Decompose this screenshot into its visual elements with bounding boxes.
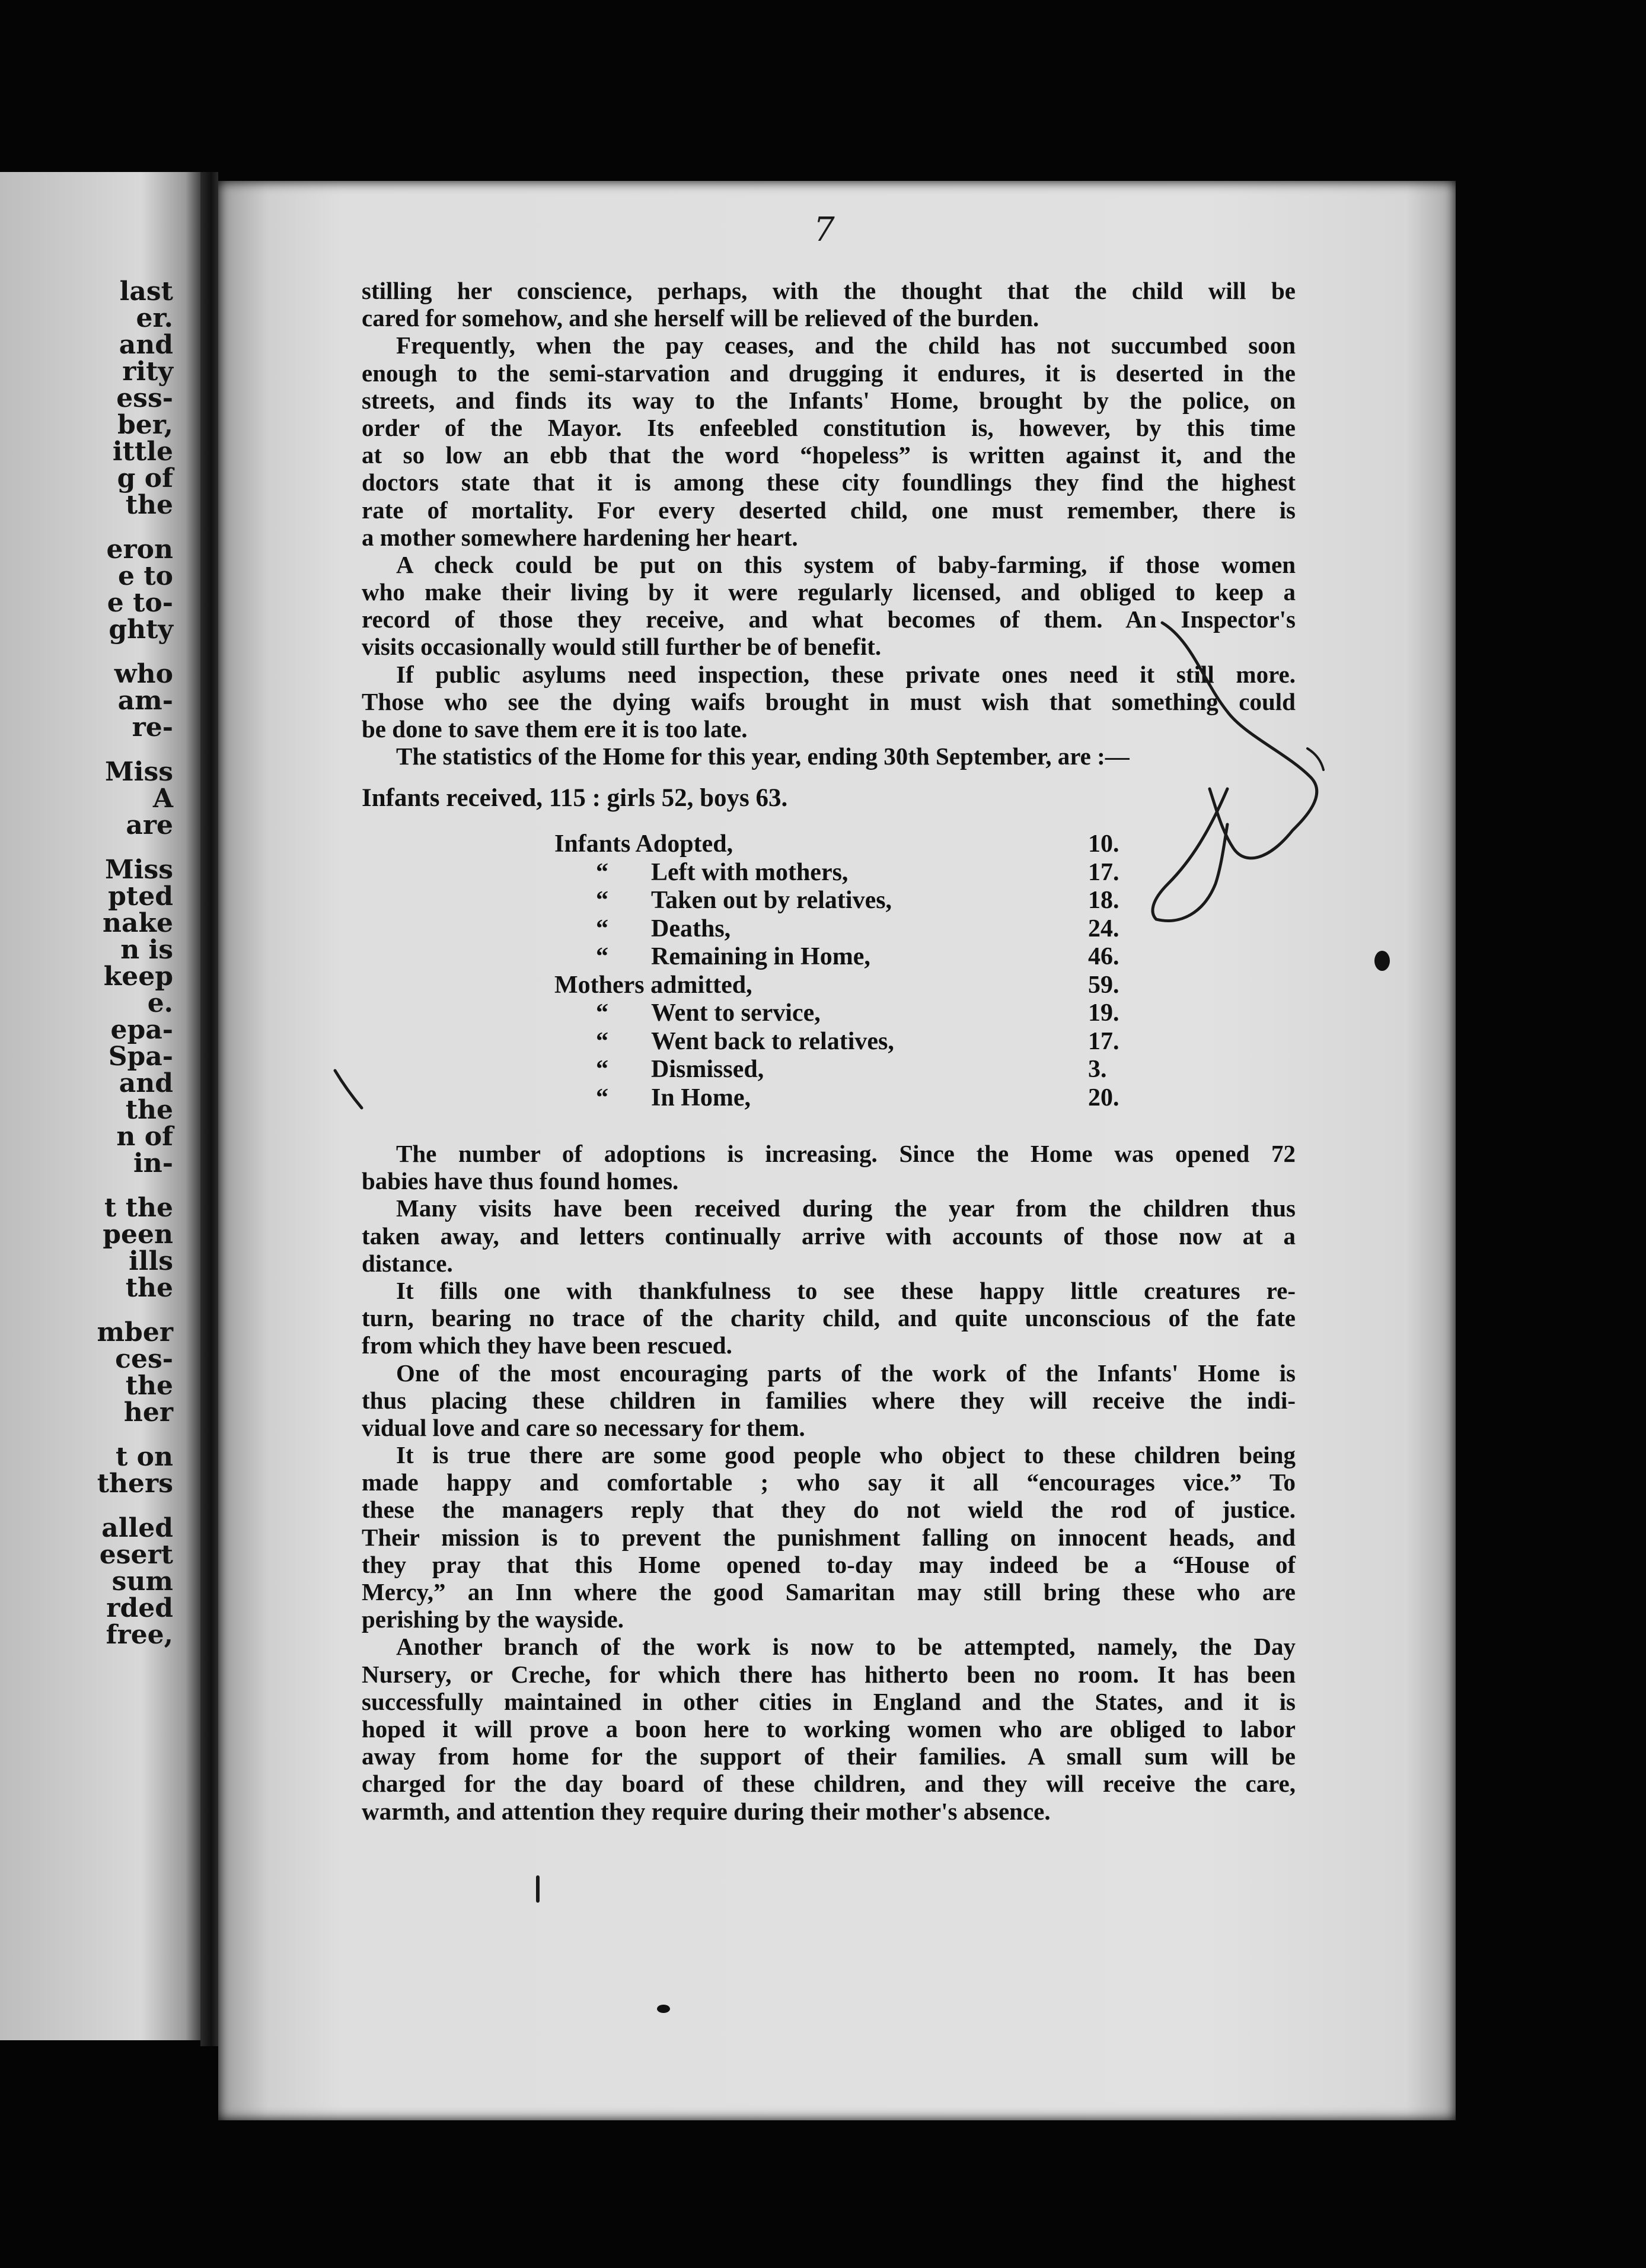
text-line: at so low an ebb that the word “hopeless” is written against it, and the <box>362 441 1296 469</box>
left-page-fragment-line: ghty <box>109 614 173 645</box>
left-page-fragment-line: her <box>123 1397 173 1428</box>
text-line: a mother somewhere hardening her heart. <box>362 523 798 551</box>
text-line: Another branch of the work is now to be attempted, namely, the Day <box>396 1633 1296 1661</box>
left-page-fragment-line: rded <box>106 1593 173 1623</box>
text-line: stilling her conscience, perhaps, with the thought that the child will be <box>362 277 1296 304</box>
left-page-fragment-line: ittle <box>112 437 173 467</box>
stats-label: Went to service, <box>651 999 821 1027</box>
left-page-fragment-line: who <box>114 659 173 689</box>
text-line: Mercy,” an Inn where the good Samaritan may still bring these who are <box>362 1578 1296 1606</box>
pen-stroke-small <box>1307 748 1323 770</box>
stats-label: Deaths, <box>651 915 731 942</box>
text-line: The number of adoptions is increasing. Since the Home was opened 72 <box>396 1140 1296 1167</box>
left-page-fragment-line: the <box>125 1095 173 1125</box>
left-page-fragment-line: t on <box>116 1442 173 1472</box>
ditto-mark: “ <box>596 999 608 1027</box>
text-line: streets, and finds its way to the Infants' Home, brought by the police, on <box>362 386 1296 414</box>
left-page-fragment-line: re- <box>132 712 173 743</box>
text-line: It fills one with thankfulness to see these happy little creatures re- <box>396 1276 1296 1304</box>
left-page-fragment-line: sum <box>111 1566 173 1597</box>
text-line: order of the Mayor. Its enfeebled constitution is, however, by this time <box>362 413 1296 441</box>
left-page-fragment-line: rity <box>122 356 173 387</box>
stats-label: Left with mothers, <box>651 858 848 886</box>
left-page-fragment-line: ber, <box>117 410 173 440</box>
left-page-fragment-line: n of <box>116 1122 173 1152</box>
left-page-fragment-line: Miss <box>105 855 173 885</box>
left-page-fragment-line: last <box>119 276 173 307</box>
stats-label: Went back to relatives, <box>651 1027 894 1055</box>
text-line: A check could be put on this system of baby-farming, if those women <box>396 550 1296 578</box>
text-line: distance. <box>362 1249 453 1277</box>
text-line: away from home for the support of their families. A small sum will be <box>362 1743 1296 1770</box>
text-line: If public asylums need inspection, these private ones need it still more. <box>396 660 1296 688</box>
text-line: vidual love and care so necessary for them. <box>362 1413 805 1441</box>
left-page-fragment-line: and <box>119 330 173 360</box>
left-page-fragment-line: am- <box>117 686 173 716</box>
left-page-fragment-line: the <box>125 1273 173 1303</box>
left-page-fragment-line: peen <box>103 1219 173 1250</box>
text-line: thus placing these children in families where they will receive the indi- <box>362 1386 1296 1414</box>
ditto-mark: “ <box>596 943 608 970</box>
pen-stroke-bracket <box>1162 623 1317 858</box>
left-page-fragment-line: ces- <box>115 1344 173 1374</box>
text-line: Those who see the dying waifs brought in must wish that something could <box>362 687 1296 715</box>
left-page-fragment-line: Spa- <box>108 1041 173 1072</box>
left-page-fragment-line: ills <box>129 1246 173 1276</box>
ink-spot <box>1374 951 1390 971</box>
left-page-fragment-line: e. <box>147 988 173 1018</box>
left-page-fragment-line: mber <box>97 1317 173 1348</box>
stats-count: 46. <box>1088 943 1119 970</box>
left-page-fragment-line: Miss <box>105 757 173 787</box>
stats-label: Remaining in Home, <box>651 943 870 970</box>
left-page-fragment-line: thers <box>97 1469 173 1499</box>
text-line: be done to save them ere it is too late. <box>362 715 748 743</box>
left-page-fragment-line: the <box>125 1371 173 1401</box>
text-line: made happy and comfortable ; who say it all “encourages vice.” To <box>362 1469 1296 1496</box>
text-line: babies have thus found homes. <box>362 1167 679 1195</box>
stats-count: 20. <box>1088 1084 1119 1111</box>
left-page-fragment-line: the <box>125 490 173 520</box>
left-page-fragment-line: keep <box>103 961 173 992</box>
ditto-mark: “ <box>596 887 608 914</box>
ditto-mark: “ <box>596 1056 608 1083</box>
page-number: 7 <box>814 211 835 249</box>
text-line: Their mission is to prevent the punishment falling on innocent heads, and <box>362 1523 1296 1551</box>
text-line: warmth, and attention they require during their mother's absence. <box>362 1797 1051 1825</box>
stats-label: Dismissed, <box>651 1056 764 1083</box>
text-line: Nursery, or Creche, for which there has hitherto been no room. It has been <box>362 1660 1296 1688</box>
text-line: charged for the day board of these children, and they will receive the care, <box>362 1770 1296 1798</box>
stats-label: Infants Adopted, <box>554 830 733 858</box>
text-line: from which they have been rescued. <box>362 1332 732 1359</box>
ditto-mark: “ <box>596 1027 608 1055</box>
text-line: cared for somehow, and she herself will be relieved of the burden. <box>362 304 1039 332</box>
text-line: record of those they receive, and what becomes of them. An Inspector's <box>362 606 1296 633</box>
left-page-fragment-line: t the <box>104 1193 173 1223</box>
left-page-fragment-line: in- <box>133 1148 173 1178</box>
left-page-fragment-line: free, <box>106 1620 173 1650</box>
stats-label: Mothers admitted, <box>554 971 752 999</box>
text-line: they pray that this Home opened to-day may indeed be a “House of <box>362 1550 1296 1578</box>
text-line: rate of mortality. For every deserted child, one must remember, there is <box>362 496 1296 524</box>
ditto-mark: “ <box>596 1084 608 1111</box>
left-page-fragment-line: eron <box>106 534 173 565</box>
left-page-fragment-line: and <box>119 1068 173 1098</box>
ditto-mark: “ <box>596 858 608 886</box>
left-page-fragment-line: g of <box>117 463 173 493</box>
text-line: It is true there are some good people who object to these children being <box>396 1441 1296 1469</box>
ditto-mark: “ <box>596 915 608 942</box>
left-page-fragment-line: pted <box>108 881 173 912</box>
left-page-fragment-line: e to <box>118 561 173 591</box>
left-page-fragment-line: alled <box>101 1513 173 1543</box>
text-line: The statistics of the Home for this year, ending 30th September, are :— <box>396 743 1130 770</box>
left-page-fragment-line: are <box>126 810 173 840</box>
text-line: who make their living by it were regularly licensed, and obliged to keep a <box>362 578 1296 606</box>
text-line: these the managers reply that they do not wield the rod of justice. <box>362 1496 1296 1524</box>
text-line: One of the most encouraging parts of the work of the Infants' Home is <box>396 1359 1296 1387</box>
left-page-fragment-line: A <box>152 783 173 814</box>
text-line: hoped it will prove a boon here to working women who are obliged to labor <box>362 1715 1296 1743</box>
text-line: taken away, and letters continually arrive with accounts of those now at a <box>362 1222 1296 1250</box>
stats-count: 18. <box>1088 887 1119 914</box>
left-page-fragment-line: nake <box>103 908 173 938</box>
left-page-fragment-line: e to- <box>107 588 173 618</box>
text-line: perishing by the wayside. <box>362 1606 624 1633</box>
text-line: Many visits have been received during the year from the children thus <box>396 1194 1296 1222</box>
left-page-fragment-line: epa- <box>110 1015 173 1045</box>
text-line: doctors state that it is among these city foundlings they find the highest <box>362 469 1296 496</box>
stats-count: 19. <box>1088 999 1119 1027</box>
text-line: successfully maintained in other cities in England and the States, and it is <box>362 1687 1296 1715</box>
ink-spot-small <box>657 2005 670 2013</box>
left-page-fragment-line: n is <box>120 935 173 965</box>
stats-count: 3. <box>1088 1056 1107 1083</box>
stats-count: 59. <box>1088 971 1119 999</box>
stats-count: 10. <box>1088 830 1119 858</box>
pen-stroke-margin <box>335 1071 362 1108</box>
left-page-fragment-line: esert <box>99 1540 173 1570</box>
stats-count: 17. <box>1088 858 1119 886</box>
stats-label: In Home, <box>651 1084 751 1111</box>
stats-label: Taken out by relatives, <box>651 887 892 914</box>
left-page-fragment-line: ess- <box>116 383 173 413</box>
left-page-fragment-line: er. <box>136 303 173 333</box>
text-line: visits occasionally would still further be of benefit. <box>362 633 882 661</box>
text-line: enough to the semi-starvation and drugging it endures, it is deserted in the <box>362 359 1296 387</box>
stats-count: 24. <box>1088 915 1119 942</box>
text-line: Frequently, when the pay ceases, and the child has not succumbed soon <box>396 332 1296 359</box>
text-line: turn, bearing no trace of the charity child, and quite unconscious of the fate <box>362 1304 1296 1332</box>
stats-heading: Infants received, 115 : girls 52, boys 63. <box>362 784 788 813</box>
stats-count: 17. <box>1088 1027 1119 1055</box>
